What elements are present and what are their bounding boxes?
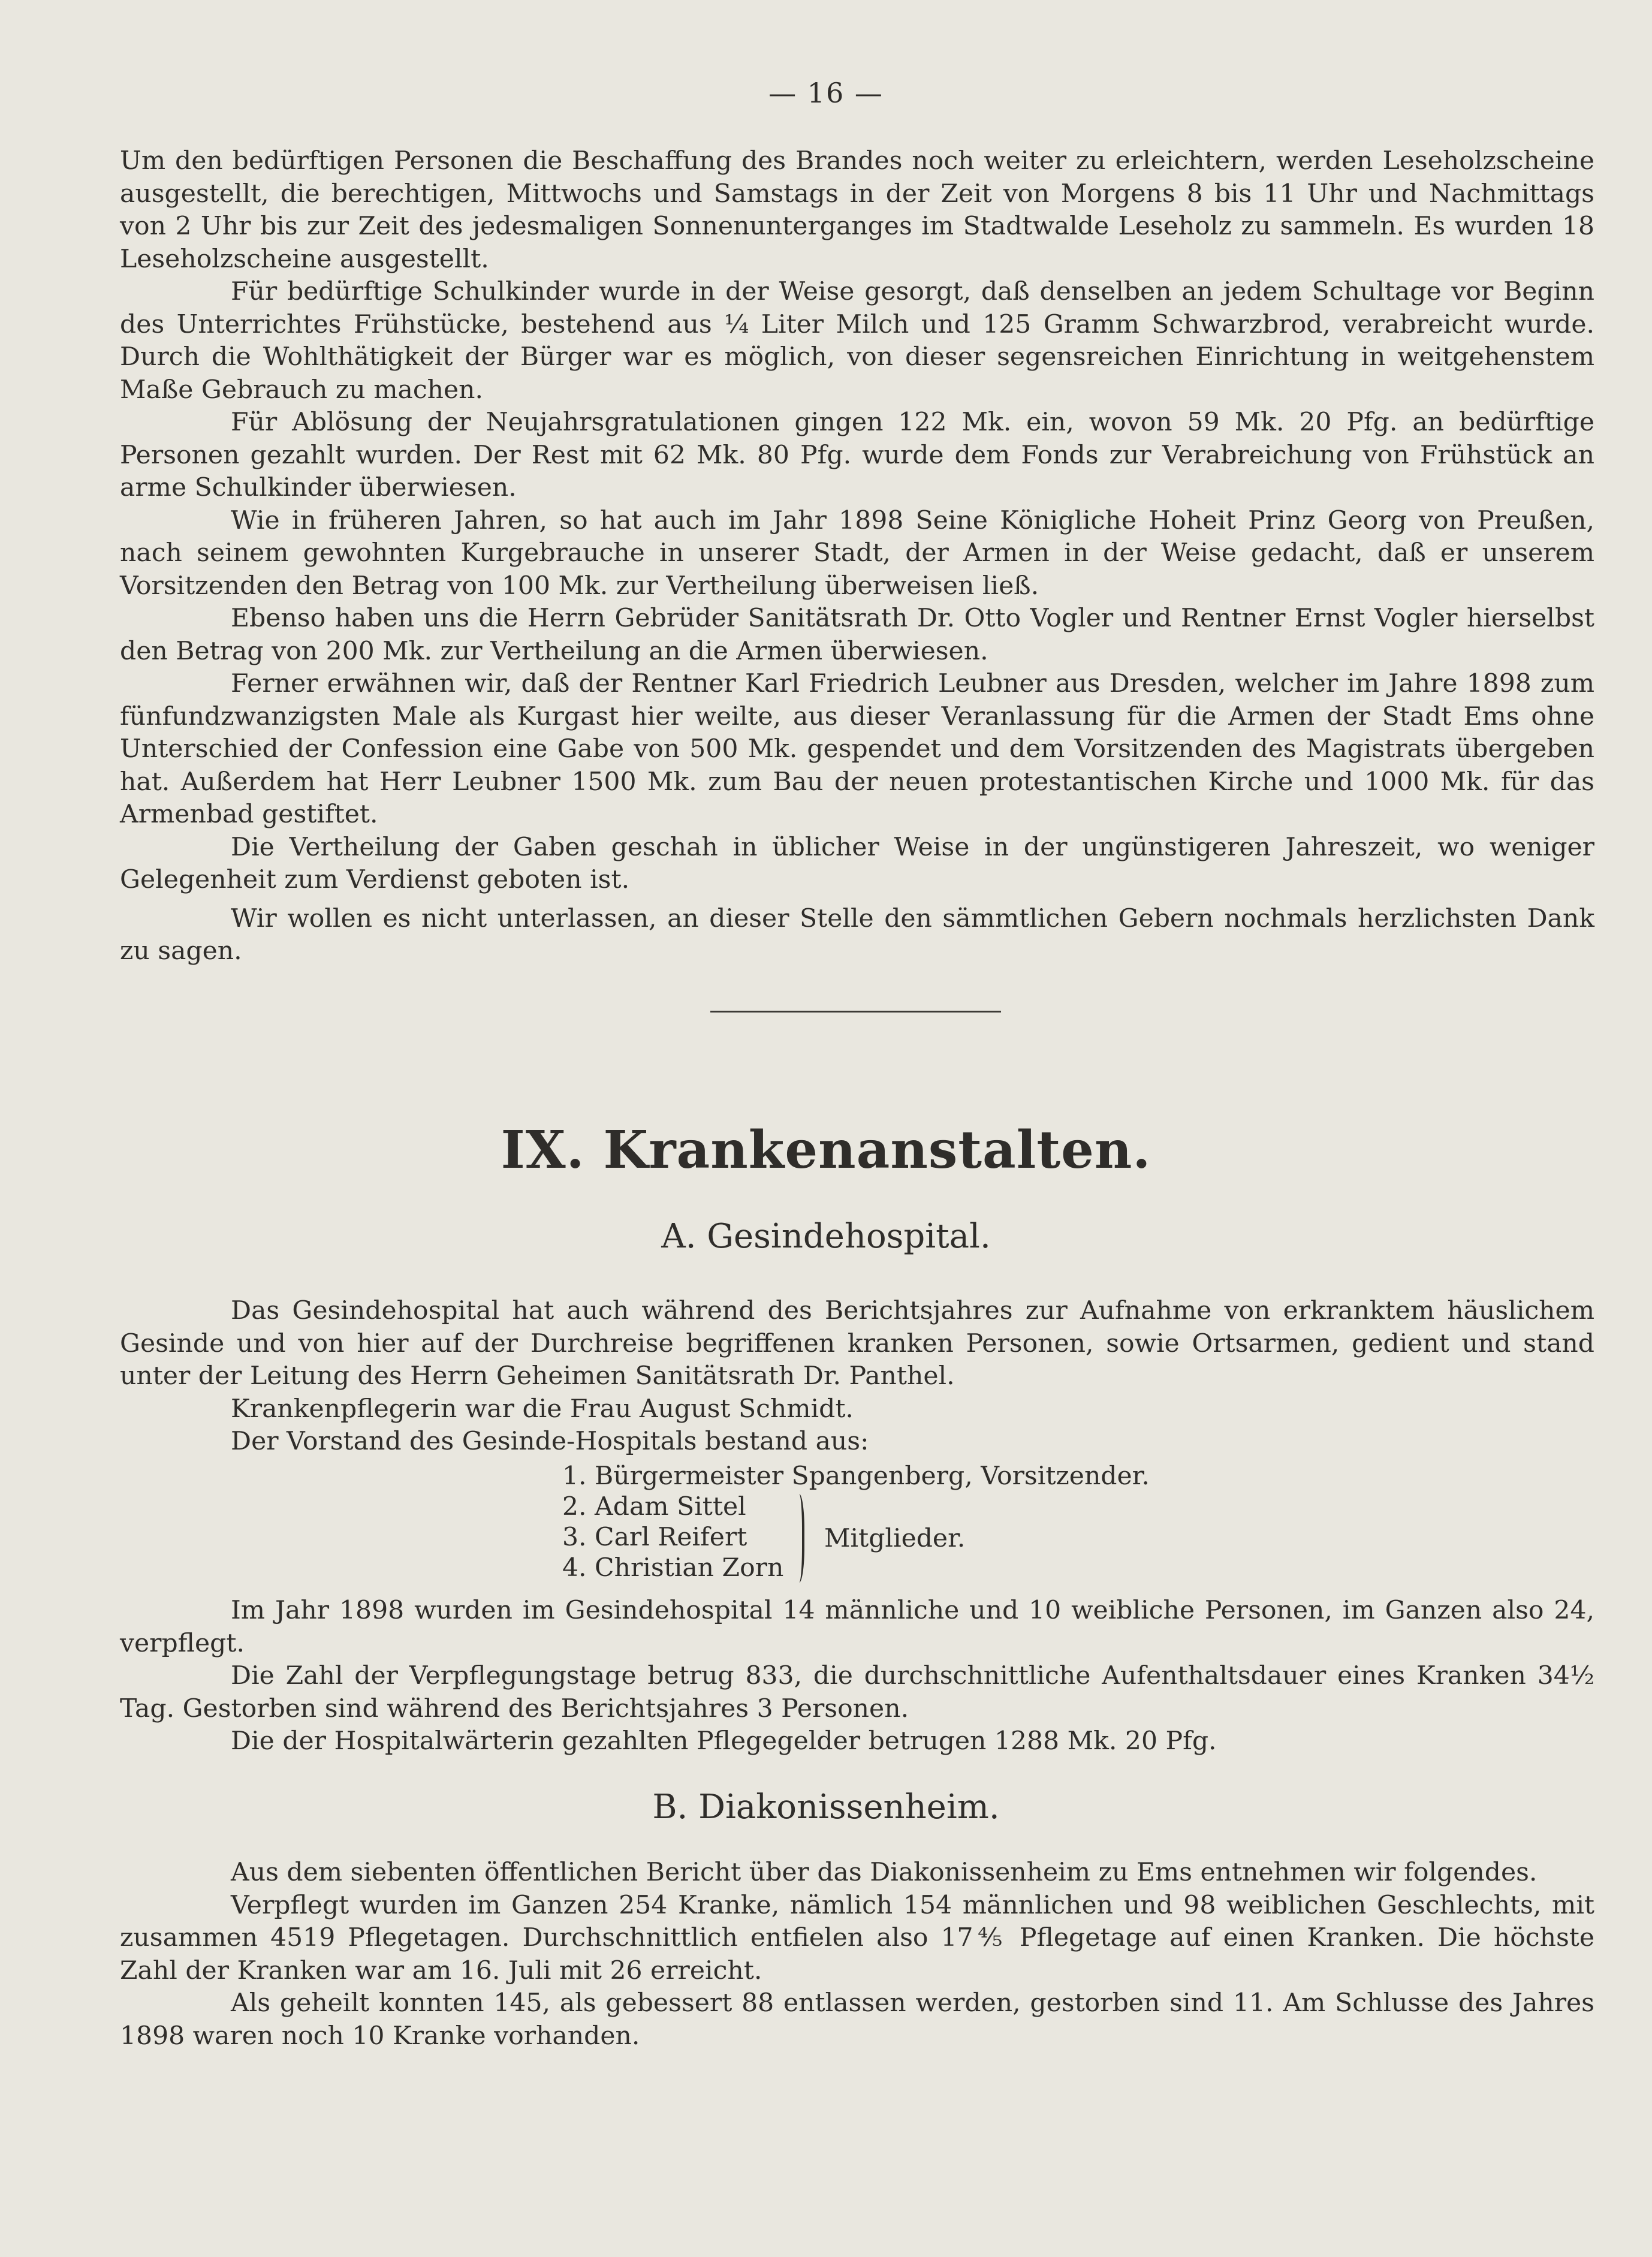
section-a-title: A. Gesindehospital.	[661, 1217, 991, 1256]
paragraph: Im Jahr 1898 wurden im Gesindehospital 14 männliche und 10 weibliche Personen, im Ganzen also 24, verpflegt.	[120, 1596, 1594, 1658]
paragraph: Wie in früheren Jahren, so hat auch im Jahr 1898 Seine Königliche Hoheit Prinz Georg von Preußen, nach seinem gewohnten Kurgebrauche in unserer Stadt, der Armen in der Weise gedacht, daß er unserem Vorsitzenden den Betrag von 100 Mk. zur Vertheilung überweisen ließ.	[120, 505, 1594, 601]
chapter-title: IX. Krankenanstalten.	[501, 1120, 1151, 1180]
list-item: 4. Christian Zorn	[562, 1553, 784, 1583]
page-number: — 16 —	[768, 77, 884, 109]
section-divider	[710, 1011, 1001, 1013]
paragraph: Ebenso haben uns die Herrn Gebrüder Sanitätsrath Dr. Otto Vogler und Rentner Ernst Vogler hierselbst den Betrag von 200 Mk. zur Vertheilung an die Armen überwiesen.	[120, 604, 1594, 666]
board-members-list	[562, 1461, 1150, 1583]
paragraph: Um den bedürftigen Personen die Beschaffung des Brandes noch weiter zu erleichtern, werden Leseholzscheine ausgestellt, die berechtigen, Mittwochs und Samstags in der Zeit von Morgens 8 bis 11 Uhr und Nachmittags von 2 Uhr bis zur Zeit des jedesmaligen Sonnenunterganges im Stadtwalde Leseholz zu sammeln. Es wurden 18 Leseholzscheine ausgestellt.	[120, 146, 1594, 274]
paragraph: Als geheilt konnten 145, als gebessert 88 entlassen werden, gestorben sind 11. Am Schlusse des Jahres 1898 waren noch 10 Kranke vorhanden.	[120, 1988, 1594, 2051]
list-item: 1. Bürgermeister Spangenberg, Vorsitzender.	[562, 1462, 1150, 1491]
paragraph: Wir wollen es nicht unterlassen, an dieser Stelle den sämmtlichen Gebern nochmals herzlichsten Dank zu sagen.	[120, 903, 1594, 966]
paragraph: Das Gesindehospital hat auch während des Berichtsjahres zur Aufnahme von erkranktem häuslichem Gesinde und von hier auf der Durchreise begriffenen kranken Personen, sowie Ortsarmen, gedient und stand unter der Leitung des Herrn Geheimen Sanitätsrath Dr. Panthel.	[120, 1296, 1594, 1391]
paragraph: Die Zahl der Verpflegungstage betrug 833, die durchschnittliche Aufenthaltsdauer eines Kranken 34½ Tag. Gestorben sind während des Berichtsjahres 3 Personen.	[120, 1661, 1594, 1723]
paragraph: Für Ablösung der Neujahrsgratulationen gingen 122 Mk. ein, wovon 59 Mk. 20 Pfg. an bedürftige Personen gezahlt wurden. Der Rest mit 62 Mk. 80 Pfg. wurde dem Fonds zur Verabreichung von Frühstück an arme Schulkinder überwiesen.	[120, 408, 1594, 502]
paragraph: Die der Hospitalwärterin gezahlten Pflegegelder betrugen 1288 Mk. 20 Pfg.	[231, 1726, 1217, 1756]
paragraph: Verpflegt wurden im Ganzen 254 Kranke, nämlich 154 männlichen und 98 weiblichen Geschlechts, mit zusammen 4519 Pflegetagen. Durchschnittlich entfielen also 17⅘ Pflegetage auf einen Kranken. Die höchste Zahl der Kranken war am 16. Juli mit 26 erreicht.	[120, 1890, 1594, 1985]
poor-relief-text	[120, 145, 1594, 968]
paragraph: Die Vertheilung der Gaben geschah in üblicher Weise in der ungünstigeren Jahreszeit, wo weniger Gelegenheit zum Verdienst geboten ist.	[120, 832, 1594, 894]
paragraph: Aus dem siebenten öffentlichen Bericht über das Diakonissenheim zu Ems entnehmen wir folgendes.	[231, 1858, 1538, 1887]
paragraph: Der Vorstand des Gesinde-Hospitals bestand aus:	[231, 1427, 869, 1456]
section-a-text-after	[120, 1595, 1594, 1758]
section-a-text-before	[120, 1295, 1594, 1459]
section-b-title: B. Diakonissenheim.	[652, 1788, 1000, 1827]
list-item: 3. Carl Reifert	[562, 1523, 747, 1552]
list-item: 2. Adam Sittel	[562, 1492, 746, 1521]
paragraph: Ferner erwähnen wir, daß der Rentner Karl Friedrich Leubner aus Dresden, welcher im Jahre 1898 zum fünfundzwanzigsten Male als Kurgast hier weilte, aus dieser Veranlassung für die Armen der Stadt Ems ohne Unterschied der Confession eine Gabe von 500 Mk. gespendet und dem Vorsitzenden des Magistrats übergeben hat. Außerdem hat Herr Leubner 1500 Mk. zum Bau der neuen protestantischen Kirche und 1000 Mk. für das Armenbad gestiftet.	[120, 669, 1594, 829]
members-group-label: Mitglieder.	[824, 1524, 966, 1553]
section-b-text	[120, 1857, 1594, 2053]
paragraph: Für bedürftige Schulkinder wurde in der Weise gesorgt, daß denselben an jedem Schultage vor Beginn des Unterrichtes Frühstücke, bestehend aus ¼ Liter Milch und 125 Gramm Schwarzbrod, verabreicht wurde. Durch die Wohlthätigkeit der Bürger war es möglich, von dieser segensreichen Einrichtung in weitgehenstem Maße Gebrauch zu machen.	[120, 277, 1594, 405]
paragraph: Krankenpflegerin war die Frau August Schmidt.	[231, 1394, 854, 1424]
brace-icon	[791, 1494, 804, 1583]
